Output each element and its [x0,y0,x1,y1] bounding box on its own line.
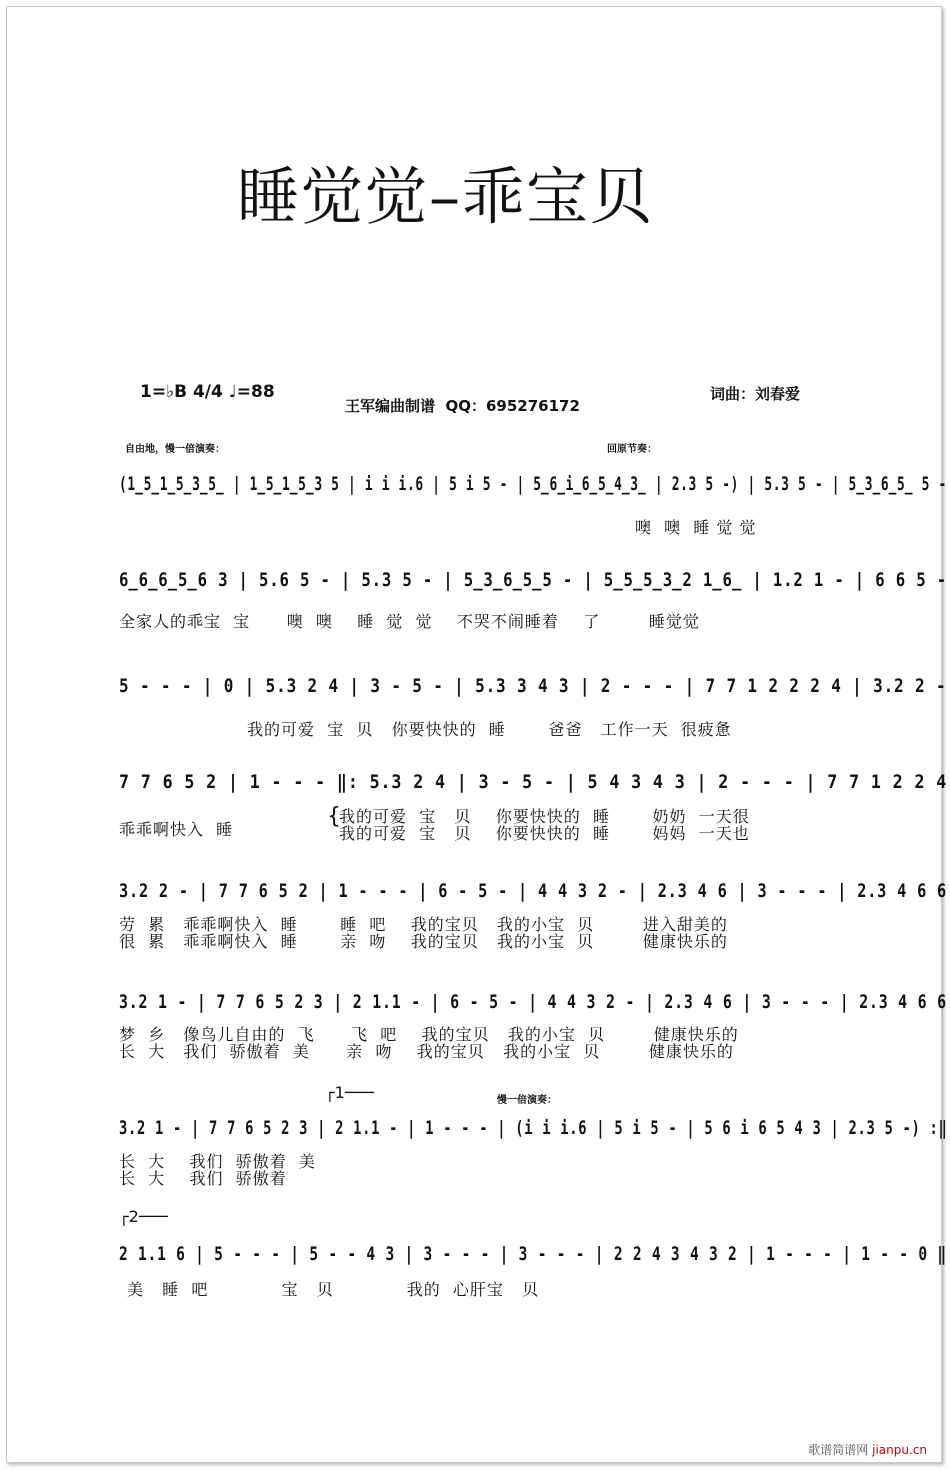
system-6-notes: 3.2 1 - | 7 7 6 5 2 3 | 2 1.1 - | 6 - 5 - | 4 4 3 2 - | 2.3 4 6 | 3 - - - | 2.3 4 6 6 [119,991,947,1013]
system-8-lyrics: 美 睡 吧 宝 贝 我的 心肝宝 贝 [127,1280,540,1299]
first-ending-bracket: ┌1─── [325,1083,374,1102]
direction-free-tempo: 自由地，慢一倍演奏： [125,444,225,455]
system-5-notes: 3.2 2 - | 7 7 6 5 2 | 1 - - - | 6 - 5 - | 4 4 3 2 - | 2.3 4 6 | 3 - - - | 2.3 4 6 6 [119,880,948,902]
system-7-lyrics-2: 长 大 我们 骄傲着 [119,1169,287,1188]
system-7-lyrics-1: 长 大 我们 骄傲着 美 [119,1152,316,1171]
system-4-notes: 7 7 6 5 2 | 1 - - - ‖: 5.3 2 4 | 3 - 5 - | 5 4 3 4 3 | 2 - - - | 7 7 1 2 2 4 [119,771,948,793]
system-1-notes: (1̲5̲1̲5̲3̲5̲ | 1̲5̲1̲5̲3 5 | i i i.6 | 5 i 5 - | 5̲6̲i̲6̲5̲4̲3̲ | 2.3 5 -) | 5.3 5 - | 5̲3̲6̲5̲ 5 - [119,473,947,495]
verse-brace: { [327,804,342,829]
arranger-credit: 王军编曲制谱 QQ：695276172 [345,397,580,415]
system-6-lyrics-2: 长 大 我们 骄傲着 美 亲 吻 我的宝贝 我的小宝 贝 健康快乐的 [119,1042,734,1061]
direction-slow: 慢一倍演奏： [497,1095,557,1106]
system-5-lyrics-1: 劳 累 乖乖啊快入 睡 睡 吧 我的宝贝 我的小宝 贝 进入甜美的 [119,915,728,934]
second-ending-number: 2 [128,1207,139,1226]
system-1-lyrics: 噢 噢 睡 觉 觉 [635,518,757,537]
system-4-lyrics-2: 我的可爱 宝 贝 你要快快的 睡 奶奶 一天很 [339,807,750,826]
second-ending-bracket: ┌2─── [119,1207,168,1226]
score-page [6,6,948,1463]
system-4-lyrics-3: 我的可爱 宝 贝 你要快快的 睡 妈妈 一天也 [339,824,750,843]
system-2-notes: 6̲6̲6̲5̲6 3 | 5.6 5 - | 5.3 5 - | 5̲3̲6̲5̲5 - | 5̲5̲5̲3̲2 1̲6̲ | 1.2 1 - | 6 6 5 - [119,569,947,591]
system-8-notes: 2 1.1 6 | 5 - - - | 5 - - 4 3 | 3 - - - | 3 - - - | 2 2 4 3 4 3 2 | 1 - - - | 1 - - 0 ‖ [119,1243,947,1265]
system-7-notes: 3.2 1 - | 7 7 6 5 2 3 | 2 1.1 - | 1 - - - | (i i i.6 | 5 i 5 - | 5 6 i 6 5 4 3 | 2.3 5 -) :‖ [119,1117,948,1139]
system-4-lyrics-1: 乖乖啊快入 睡 [119,820,234,839]
watermark-url: jianpu.cn [872,1443,927,1457]
system-6-lyrics-1: 梦 乡 像鸟儿自由的 飞 飞 吧 我的宝贝 我的小宝 贝 健康快乐的 [119,1025,739,1044]
system-3-notes: 5 - - - | 0 | 5.3 2 4 | 3 - 5 - | 5.3 3 4 3 | 2 - - - | 7 7 1 2 2 2 4 | 3.2 2 - [119,675,947,697]
system-3-lyrics: 我的可爱 宝 贝 你要快快的 睡 爸爸 工作一天 很疲惫 [247,720,732,739]
key-signature: 1=♭B 4/4 ♩=88 [140,382,275,402]
song-title: 睡觉觉–乖宝贝 [237,160,655,233]
system-5-lyrics-2: 很 累 乖乖啊快入 睡 亲 吻 我的宝贝 我的小宝 贝 健康快乐的 [119,932,728,951]
first-ending-number: 1 [334,1083,345,1102]
direction-original-tempo: 回原节奏： [607,444,657,455]
system-2-lyrics: 全家人的乖宝 宝 噢 噢 睡 觉 觉 不哭不闹睡着 了 睡觉觉 [119,612,700,631]
lyricist-composer: 词曲：刘春爱 [710,385,801,403]
watermark-site: 歌谱简谱网 [808,1443,869,1457]
watermark [808,1441,927,1458]
